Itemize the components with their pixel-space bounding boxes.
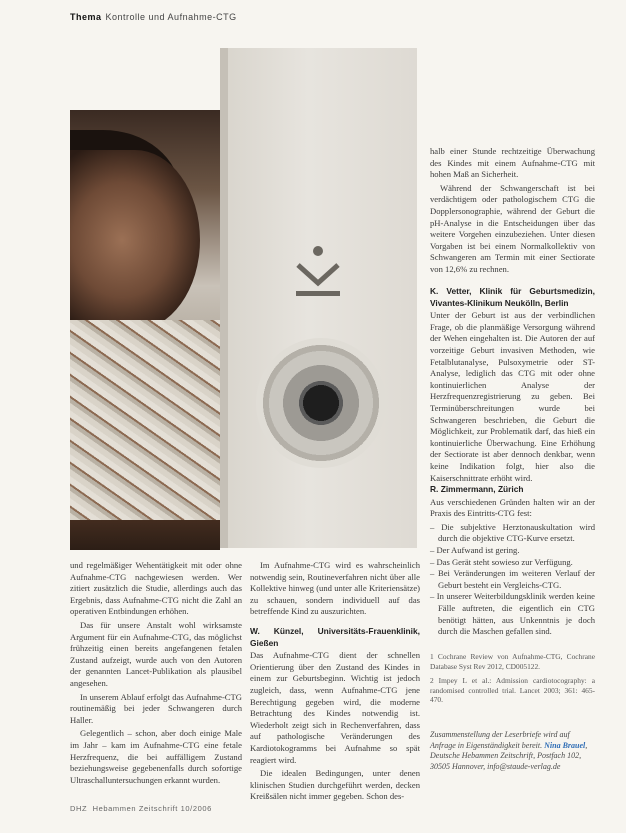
paragraph: Im Aufnahme-CTG wird es wahrscheinlich notwendig sein, Routineverfahren nicht über alle Kollektive hinweg (und unter alle Kriteriensätze) zu schauen, sondern individuell auf das betreffende Kind zu auszurichten. (250, 560, 420, 617)
contact-name: Nina Brauel (544, 740, 586, 750)
device-logo-icon (292, 243, 344, 303)
header-title: Kontrolle und Aufnahme-CTG (105, 12, 237, 22)
reference: 2 Impey L et al.: Admission cardiotocography: a randomised controlled trial. Lancet 2003; 361: 465-470. (430, 676, 595, 705)
photo-scarf (70, 320, 220, 520)
contact-text: Zusammenstellung der Leserbriefe wird auf Anfrage in Eigenständigkeit bereit. (430, 730, 570, 750)
paragraph: halb einer Stunde rechtzeitige Überwachung des Kindes mit einem Aufnahme-CTG mit hohen Maß an Sicherheit. (430, 146, 595, 180)
list-item: – Das Gerät steht sowieso zur Verfügung. (430, 556, 573, 567)
column-bottom-middle (250, 560, 420, 805)
list-item: – Bei Veränderungen im weiteren Verlauf der Geburt besteht ein Vergleichs-CTG. (430, 568, 595, 590)
list-item: – Die subjektive Herztonauskultation wird durch die objektive CTG-Kurve ersetzt. (430, 521, 595, 544)
contact-note: Zusammenstellung der Leserbriefe wird auf Anfrage in Eigenständigkeit bereit. Nina Brauel, Deutsche Hebammen Zeitschrift, Postfach 102, 30505 Hannover, info@staude-verlag.de (430, 730, 588, 771)
header-section: Thema (70, 12, 102, 22)
paragraph: und regelmäßiger Wehentätigkeit mit oder ohne Aufnahme-CTG nachgewiesen werden. Wer zitiert zusätzlich die Studie, allerdings auch das Ergebnis, dass Aufnahme-CTG nicht die Zahl an operativen Entbindungen erhöhen. (70, 560, 242, 617)
section-vetter (430, 278, 595, 486)
paragraph: Das Aufnahme-CTG dient der schnellen Orientierung über den Zustand des Kindes in einem zur Geburtsbeginn. Wichtig ist jedoch zugleich, dass, wenn Aufnahme-CTG jene Berechtigung gegeben wird, die moderne Betrachtung des Kindes notwendig ist. Wiederholt zeigt sich in Rechenverfahren, dass auf pathologische Veränderungen des Kardiotokogramms bei Aufnahme so spät reagiert wird. (250, 650, 420, 765)
paragraph: Gelegentlich – schon, aber doch einige Male im Jahr – kam im Aufnahme-CTG eine fetale Herzfrequenz, die bei auffälligem Zustand beziehungsweise gegebenenfalls durch sofortige Ultraschalluntersuchungen erkannt wurden. (70, 728, 242, 785)
list (430, 522, 595, 638)
paragraph: Die idealen Bedingungen, unter denen klinischen Studien durchgeführt werden, decken Kreißsälen nicht immer gegeben. Schon des- (250, 768, 420, 802)
photo-woman (70, 110, 220, 550)
section-heading: W. Künzel, Universitäts-Frauenklinik, Gießen (250, 625, 420, 648)
list-item: – In unserer Weiterbildungsklinik werden keine Fälle auftreten, die eigentlich ein CTG benötigt hätten, aus Unkenntnis je doch durch die Maschen gefallen sind. (430, 591, 595, 637)
paragraph: Während der Schwangerschaft ist bei verdächtigem oder pathologischem CTG die Dopplersonographie, während der Geburt die pH-Analyse in die Entscheidungen über das weitere Vorgehen einzubeziehen. Unter diesen Vorgaben ist bei einem Normalkollektiv von Schwangeren am Termin mit einer Sectiorate von 12,6% zu rechnen. (430, 182, 595, 274)
photo-face (70, 150, 200, 330)
paragraph: Das für unsere Anstalt wohl wirksamste Argument für ein Aufnahme-CTG, das möglichst frühzeitig einen bereits angefangenen fetalen Zustand aufzeigt, wurde auch von den Autoren der genannten Lancet-Publikation als plausibel angesehen. (70, 619, 242, 688)
reference: 1 Cochrane Review von Aufnahme-CTG, Cochrane Database Syst Rev 2012, CD005122. (430, 652, 595, 671)
footer-page: DHZ (70, 804, 88, 813)
page-header (70, 12, 237, 22)
photo-device (220, 48, 417, 548)
list-item: – Der Aufwand ist gering. (430, 544, 520, 555)
paragraph: In unserem Ablauf erfolgt das Aufnahme-CTG routinemäßig bei jeder Schwangeren durch Haller. (70, 691, 242, 725)
photo-device-edge (220, 48, 228, 548)
column-bottom-left (70, 560, 242, 788)
footer-text: Hebammen Zeitschrift 10/2006 (92, 804, 212, 813)
paragraph: Unter der Geburt ist aus der verbindlichen Frage, ob die planmäßige Versorgung während der Wehen eingehalten ist. Die Autoren der auf vorzeitige Geburt invasiven Methoden, wie Fetalblutanalyse, Pulsoxymetrie oder ST-Analyse, lediglich das CTG mit oder ohne kontinuierlichen Analyse der Herzfrequenzregistrierung zu geben. Bei Terminüberschreitungen wurde bei Schwangeren beschrieben, die Geburt die Möglichkeit, zur Problematik darf, das hieß ein kontinuierliche Überwachung. Eine Erhöhung der Sectiorate ist aber dennoch denkbar, wenn keine Indikation folgt, hier also die Kaiserschnittrate erhöht wird. (430, 310, 595, 483)
column-right-top (430, 146, 595, 278)
section-heading: K. Vetter, Klinik für Geburtsmedizin, Vivantes-Klinikum Neukölln, Berlin (430, 286, 595, 308)
paragraph: Aus verschiedenen Gründen halten wir an der Praxis des Eintritts-CTG fest: (430, 496, 595, 519)
page-footer (70, 804, 212, 813)
section-heading: R. Zimmermann, Zürich (430, 484, 524, 494)
contact-address: Deutsche Hebammen Zeitschrift, Postfach 102, 30505 Hannover, info@staude-verlag.de (430, 751, 582, 771)
device-knob (256, 338, 386, 468)
references (430, 652, 595, 710)
section-zimmermann (430, 476, 595, 638)
